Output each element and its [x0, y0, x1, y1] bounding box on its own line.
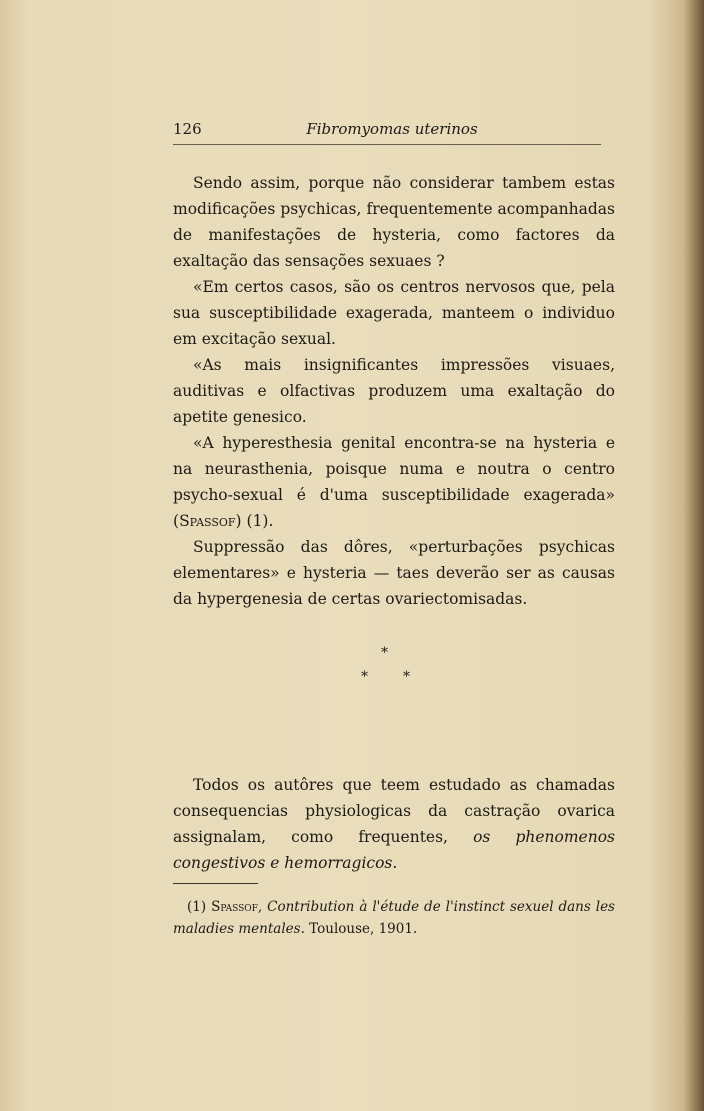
footnote-title: Contribution à l'étude de l'instinct sexuel dans les maladies mentales [173, 899, 615, 937]
italic-phrase: os phenomenos congestivos e hemorragicos [173, 828, 615, 872]
footnote-rule [173, 883, 258, 884]
running-head [173, 120, 601, 144]
paragraph: «As mais insignificantes impressões visuaes, auditivas e olfactivas produzem uma exaltação do apetite genesico. [173, 356, 615, 426]
paragraph: «Em certos casos, são os centros nervosos que, pela sua susceptibilidade exagerada, manteem o individuo em excitação sexual. [173, 278, 615, 348]
paragraph [173, 772, 615, 876]
paragraph-text: «A hyperesthesia genital encontra-se na hysteria e na neurasthenia, poisque numa e noutra o centro psycho-sexual é d'uma susceptibilidade exagerada» ( [173, 434, 615, 530]
header-rule [173, 144, 601, 145]
footnote-tail: . Toulouse, 1901. [300, 921, 418, 937]
asterisk: * [381, 645, 388, 661]
paragraph: Suppressão das dôres, «perturbações psychicas elementares» e hysteria — taes deverão ser as causas da hypergenesia de certas ovariectomisadas. [173, 538, 615, 608]
paragraph-end: . [392, 854, 398, 872]
asterism [350, 645, 424, 693]
running-title: Fibromyomas uterinos [306, 120, 478, 138]
body-text [173, 170, 615, 612]
footnote-author: Spassof [211, 899, 258, 915]
asterisk: * [403, 669, 410, 685]
footnote [173, 896, 615, 940]
page-number: 126 [173, 120, 202, 138]
author-name: Spassof [179, 512, 236, 530]
asterisk: * [361, 669, 368, 685]
footnote-separator: , [257, 899, 268, 915]
paragraph-text: Todos os autôres que teem estudado as chamadas consequencias physiologicas da castração ovarica assignalam, como frequentes, [173, 776, 615, 846]
closing-text [173, 772, 615, 876]
paragraph-text: ) (1). [235, 512, 274, 530]
footnote-marker: (1) [187, 899, 212, 915]
paragraph [173, 430, 615, 534]
footnote-text [173, 896, 615, 940]
paragraph: Sendo assim, porque não considerar tambem estas modificações psychicas, frequentemente acompanhadas de manifestações de hysteria, como factores da exaltação das sensações sexuaes ? [173, 174, 615, 270]
